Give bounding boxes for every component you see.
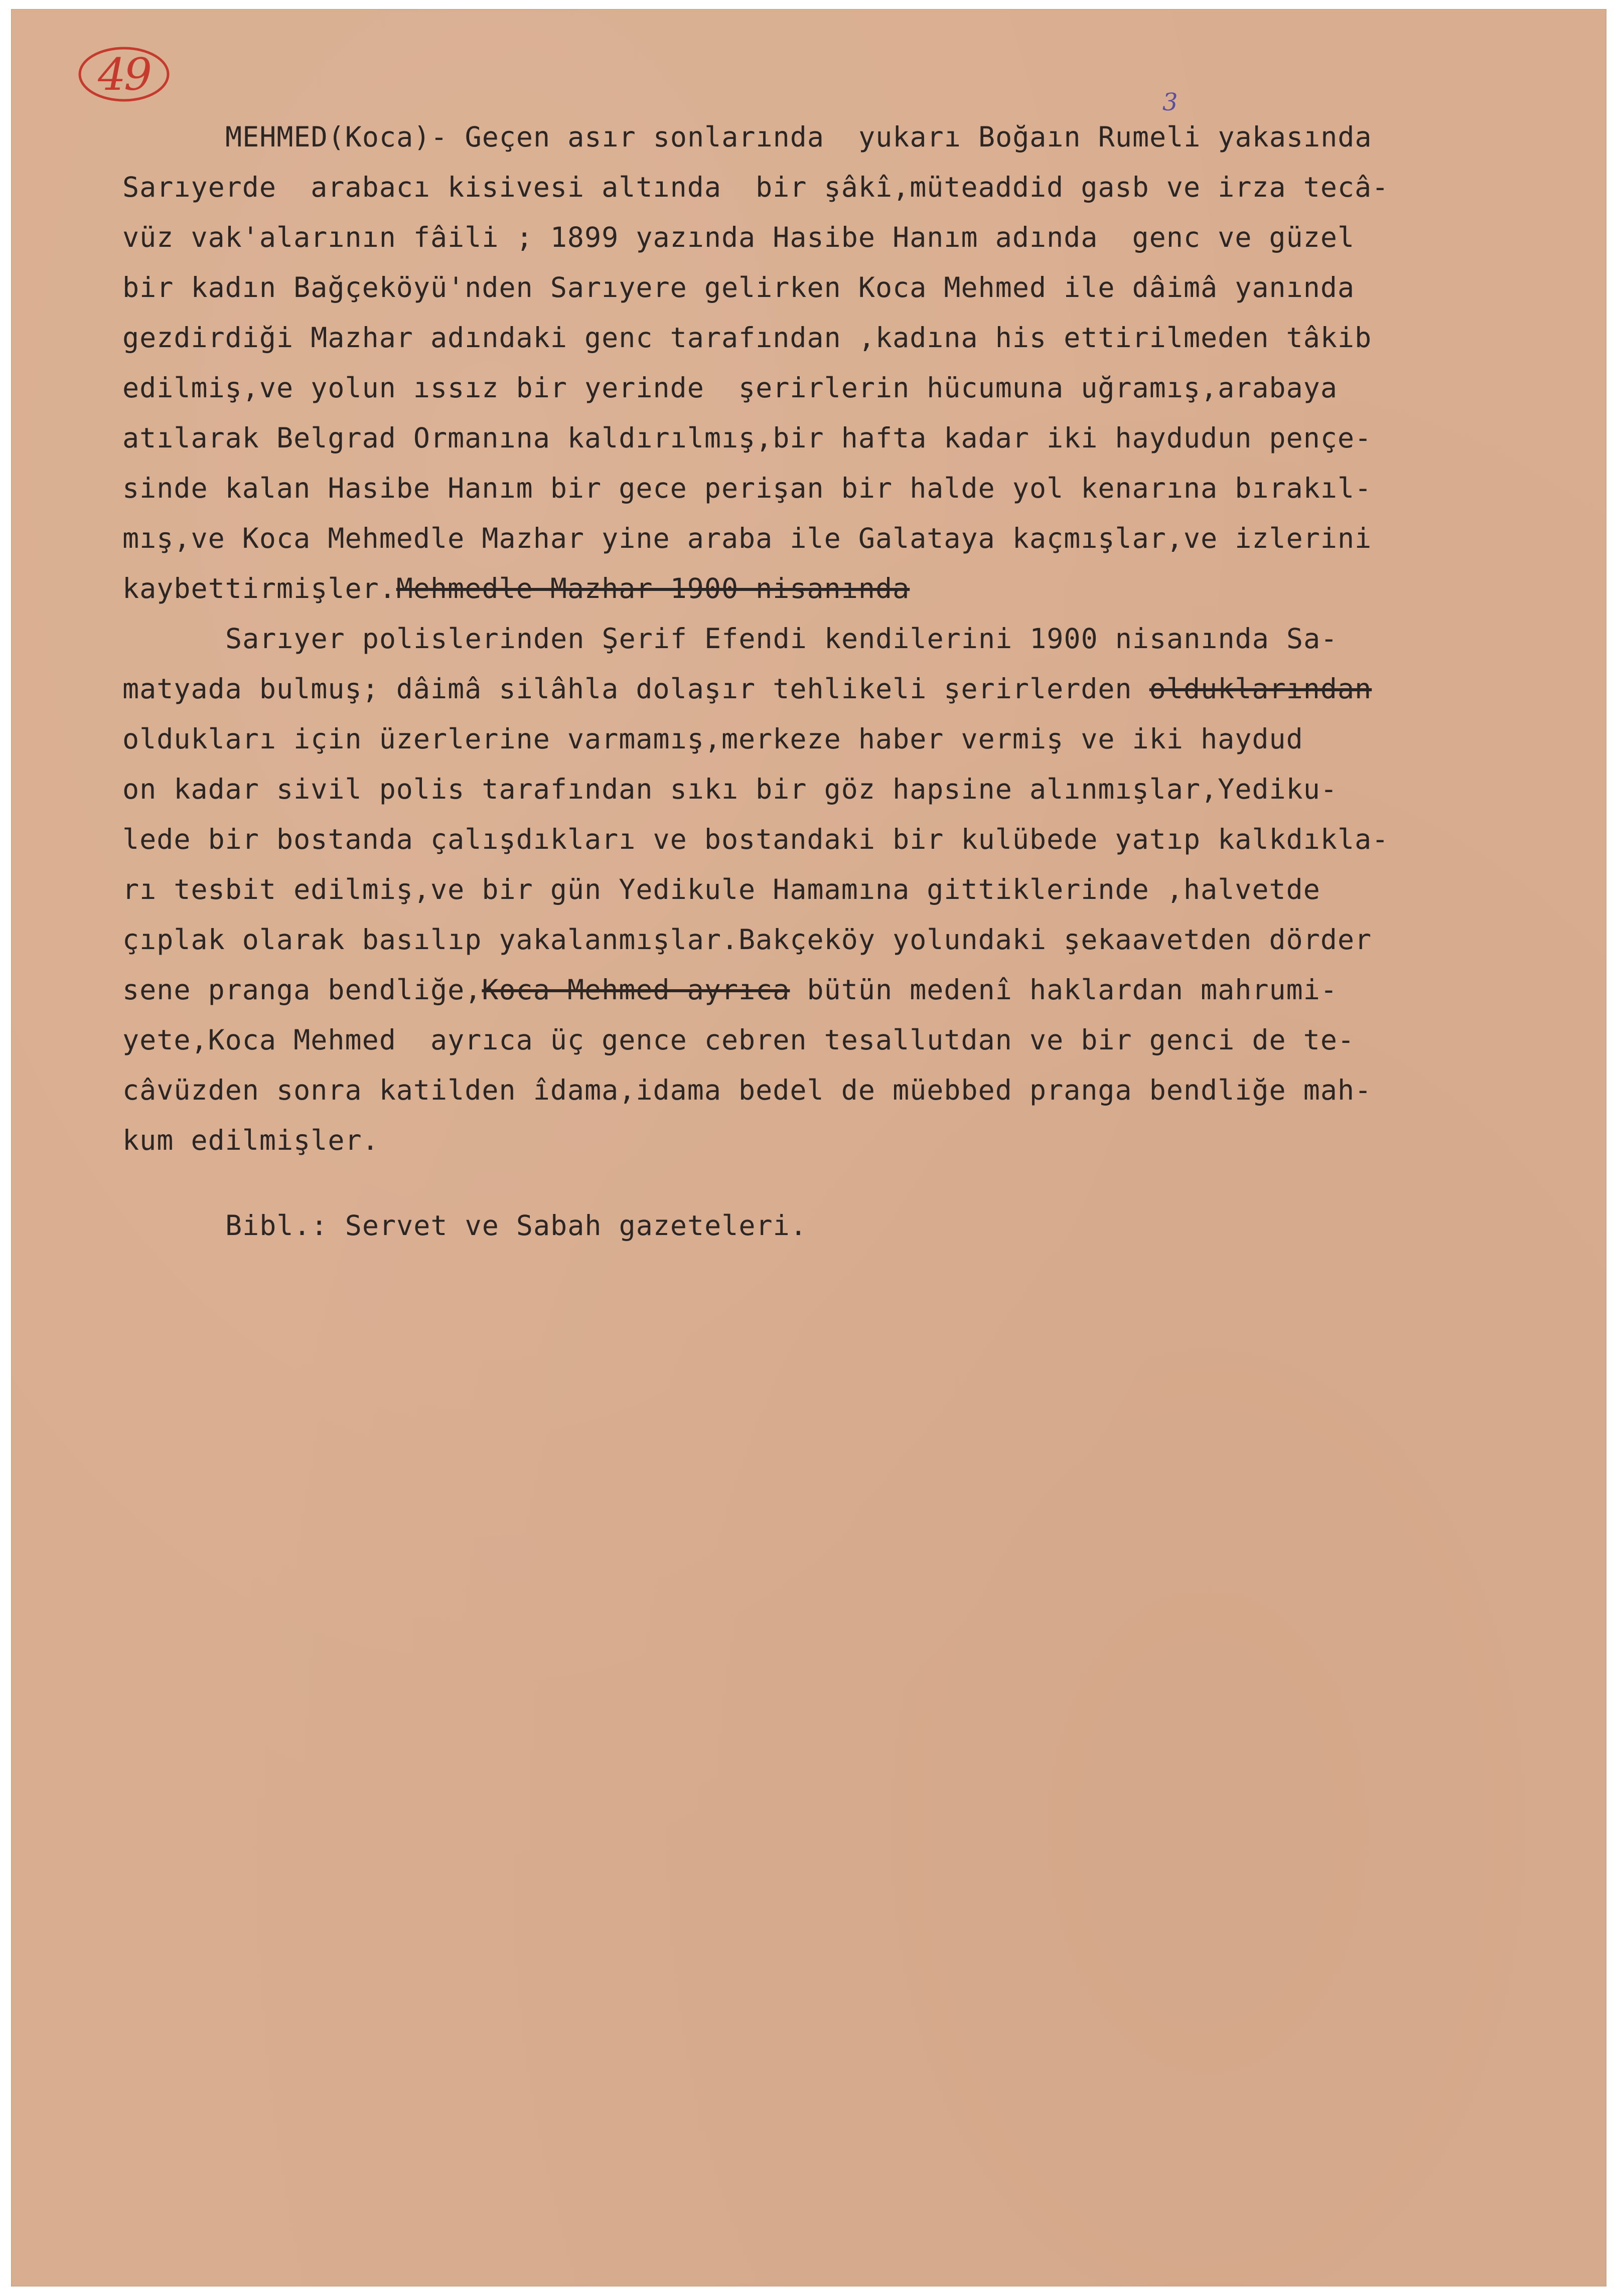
text-line (122, 1115, 1602, 1165)
text-line (122, 413, 1602, 463)
text-line (122, 313, 1602, 363)
document-page (11, 9, 1606, 2286)
page-number-stamp (76, 44, 172, 104)
text-line (122, 563, 1602, 614)
line-text: edilmiş,ve yolun ıssız bir yerinde şerirlerin hücumuna uğramış,arabaya (122, 372, 1338, 404)
text-line (122, 664, 1602, 714)
text-line (122, 262, 1602, 313)
line-text: sinde kalan Hasibe Hanım bir gece perişan bir halde yol kenarına bırakıl- (122, 472, 1372, 504)
line-text: kum edilmişler. (122, 1124, 379, 1156)
line-text: sene pranga bendliğe, (122, 974, 482, 1006)
text-line (122, 965, 1602, 1015)
line-text: on kadar sivil polis tarafından sıkı bir göz hapsine alınmışlar,Yediku- (122, 773, 1338, 805)
line-text: lede bir bostanda çalışdıkları ve bostandaki bir kulübede yatıp kalkdıkla- (122, 823, 1389, 855)
line-text: Sarıyerde arabacı kisivesi altında bir şâkî,müteaddid gasb ve irza tecâ- (122, 171, 1389, 203)
typed-text (122, 112, 1602, 1165)
line-text: gezdirdiği Mazhar adındaki genc tarafından ,kadına his ettirilmeden tâkib (122, 322, 1372, 354)
line-text: oldukları için üzerlerine varmamış,merkeze haber vermiş ve iki haydud (122, 723, 1303, 755)
text-line (122, 162, 1602, 212)
handwritten-note: 3 (1162, 88, 1178, 116)
line-text: çıplak olarak basılıp yakalanmışlar.Bakçeköy yolundaki şekaavetden dörder (122, 924, 1372, 956)
page-number: 49 (98, 48, 150, 100)
text-line (122, 112, 1602, 162)
line-text: MEHMED(Koca)- Geçen asır sonlarında yukarı Boğaın Rumeli yakasında (225, 121, 1372, 153)
line-text: vüz vak'alarının fâili ; 1899 yazında Hasibe Hanım adında genc ve güzel (122, 221, 1355, 253)
line-text: bir kadın Bağçeköyü'nden Sarıyere gelirken Koca Mehmed ile dâimâ yanında (122, 271, 1355, 303)
struck-text: Mehmedle Mazhar 1900 nisanında (396, 572, 910, 604)
text-line (122, 463, 1602, 513)
line-text: matyada bulmuş; dâimâ silâhla dolaşır tehlikeli şerirlerden (122, 673, 1149, 705)
text-line (122, 1015, 1602, 1065)
struck-text: olduklarından (1149, 673, 1372, 705)
text-line (122, 363, 1602, 413)
line-text: kaybettirmişler. (122, 572, 396, 604)
struck-text: Koca Mehmed ayrıca (482, 974, 790, 1006)
line-text: Sarıyer polislerinden Şerif Efendi kendilerini 1900 nisanında Sa- (225, 623, 1338, 655)
text-line (122, 814, 1602, 864)
line-text: mış,ve Koca Mehmedle Mazhar yine araba ile Galataya kaçmışlar,ve izlerini (122, 522, 1372, 554)
line-text: câvüzden sonra katilden îdama,idama bedel de müebbed pranga bendliğe mah- (122, 1074, 1372, 1106)
text-line (122, 914, 1602, 965)
line-text: yete,Koca Mehmed ayrıca üç gence cebren tesallutdan ve bir genci de te- (122, 1024, 1355, 1056)
text-line (122, 513, 1602, 563)
text-line (122, 764, 1602, 814)
text-line (122, 614, 1602, 664)
bibliography: Bibl.: Servet ve Sabah gazeteleri. (225, 1209, 807, 1242)
line-text: atılarak Belgrad Ormanına kaldırılmış,bir hafta kadar iki haydudun pençe- (122, 422, 1372, 454)
text-line (122, 212, 1602, 262)
text-line (122, 1065, 1602, 1115)
text-line (122, 714, 1602, 764)
line-text: rı tesbit edilmiş,ve bir gün Yedikule Hamamına gittiklerinde ,halvetde (122, 873, 1320, 905)
text-line (122, 864, 1602, 914)
line-text-continued: bütün medenî haklardan mahrumi- (790, 974, 1338, 1006)
